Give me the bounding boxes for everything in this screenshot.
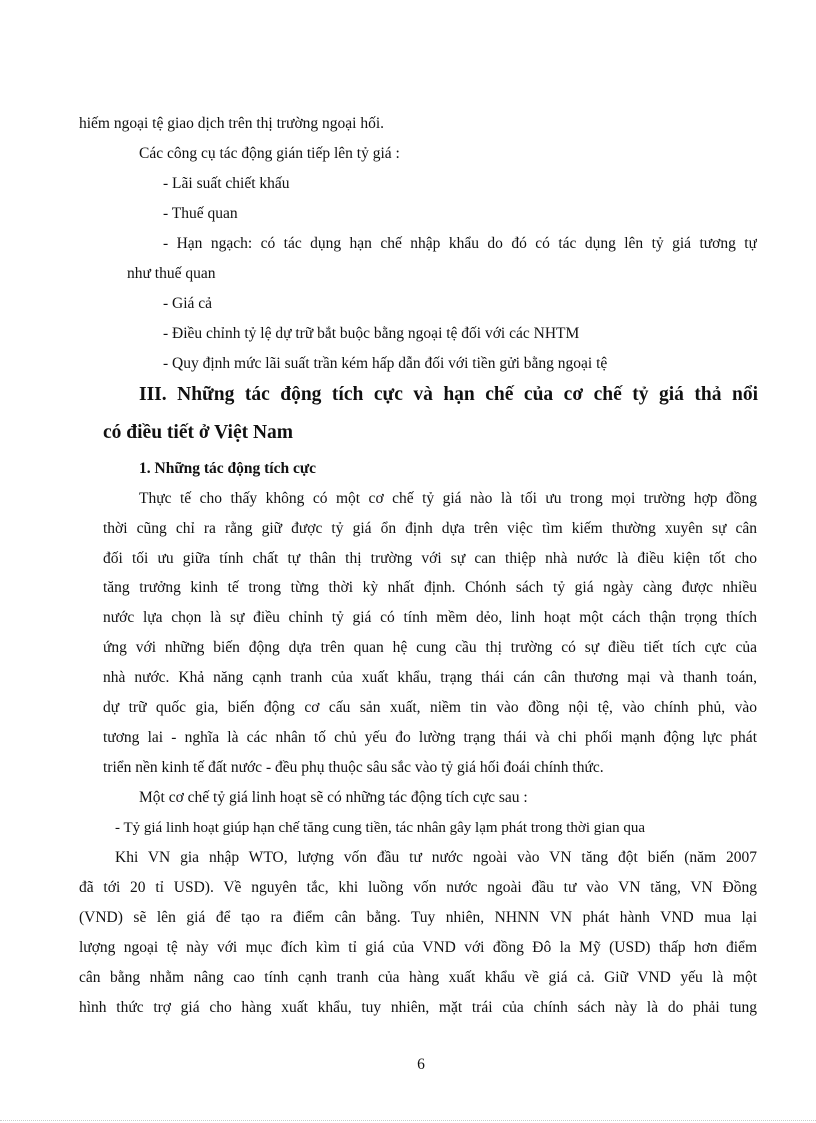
paragraph-line: dự trữ quốc gia, biến động cơ cấu sản xuất, niềm tin vào đồng nội tệ, vào chính phủ, vào [103,699,757,716]
paragraph-line: đã tới 20 tỉ USD). Về nguyên tắc, khi luồng vốn nước ngoài đầu tư vào VN tăng, VN Đồng [79,879,757,896]
text-line: Một cơ chế tỷ giá linh hoạt sẽ có những tác động tích cực sau : [139,789,528,806]
page-number: 6 [417,1056,425,1073]
paragraph-line: lượng ngoại tệ này với mục đích kìm tỉ giá của VND với đồng Đô la Mỹ (USD) thấp hơn điểm [79,939,757,956]
paragraph-line: ứng với những biến động dựa trên quan hệ cung cầu thị trường có sự điều tiết tích cực của [103,639,757,656]
paragraph-line: tương lai - nghĩa là các nhân tố chủ yếu đo lường trạng thái và chi phối mạnh động lực phát [103,729,757,746]
page-bottom-border [0,1120,816,1121]
list-item: - Thuế quan [163,205,238,222]
text-line: hiếm ngoại tệ giao dịch trên thị trường ngoại hối. [79,115,385,132]
paragraph-line: đối tối ưu giữa tính chất tự thân thị trường với sự can thiệp nhà nước là điều kiện tốt cho [103,550,757,567]
paragraph-line: (VND) sẽ lên giá để tạo ra điểm cân bằng. Tuy nhiên, NHNN VN phát hành VND mua lại [79,909,757,926]
text-line: như thuế quan [127,265,216,282]
list-item: - Lãi suất chiết khấu [163,175,290,192]
paragraph-line: triển nền kinh tế đất nước - đều phụ thuộc sâu sắc vào tỷ giá hối đoái chính thức. [103,759,604,776]
subsection-heading: 1. Những tác động tích cực [139,460,317,477]
paragraph-line: Khi VN gia nhập WTO, lượng vốn đầu tư nước ngoài vào VN tăng đột biến (năm 2007 [115,849,757,866]
paragraph-line: nhà nước. Khả năng cạnh tranh của xuất khẩu, trạng thái cán cân thương mại và thanh toán, [103,669,757,686]
list-item: - Hạn ngạch: có tác dụng hạn chế nhập khẩu do đó có tác dụng lên tỷ giá tương tự [163,235,757,252]
list-item: - Điều chỉnh tỷ lệ dự trữ bắt buộc bằng ngoại tệ đối với các NHTM [163,325,580,342]
list-item: - Tỷ giá linh hoạt giúp hạn chế tăng cung tiền, tác nhân gây lạm phát trong thời gian qua [115,820,646,836]
list-item: - Giá cả [163,295,213,312]
section-heading-continued: có điều tiết ở Việt Nam [103,422,294,443]
section-heading: III. Những tác động tích cực và hạn chế của cơ chế tỷ giá thả nổi [139,384,758,405]
paragraph-line: cân bằng nhằm nâng cao tính cạnh tranh của hàng xuất khẩu về giá cả. Giữ VND yếu là một [79,969,757,986]
list-item: - Quy định mức lãi suất trần kém hấp dẫn đối với tiền gửi bằng ngoại tệ [163,355,608,372]
paragraph-line: tăng trưởng kinh tế trong từng thời kỳ nhất định. Chónh sách tỷ giá ngày càng được nhiều [103,579,757,596]
paragraph-line: Thực tế cho thấy không có một cơ chế tỷ giá nào là tối ưu trong mọi trường hợp đồng [139,490,757,507]
paragraph-line: thời cũng chỉ ra rằng giữ được tỷ giá ổn định dựa trên việc tìm kiếm thường xuyên sự cân [103,520,757,537]
paragraph-line: hình thức trợ giá cho hàng xuất khẩu, tuy nhiên, mặt trái của chính sách này là do phải tung [79,999,757,1016]
paragraph-line: nước lựa chọn là sự điều chỉnh tỷ giá có tính mềm dẻo, linh hoạt một cách thận trọng thích [103,609,757,626]
text-line: Các công cụ tác động gián tiếp lên tỷ giá : [139,145,400,162]
